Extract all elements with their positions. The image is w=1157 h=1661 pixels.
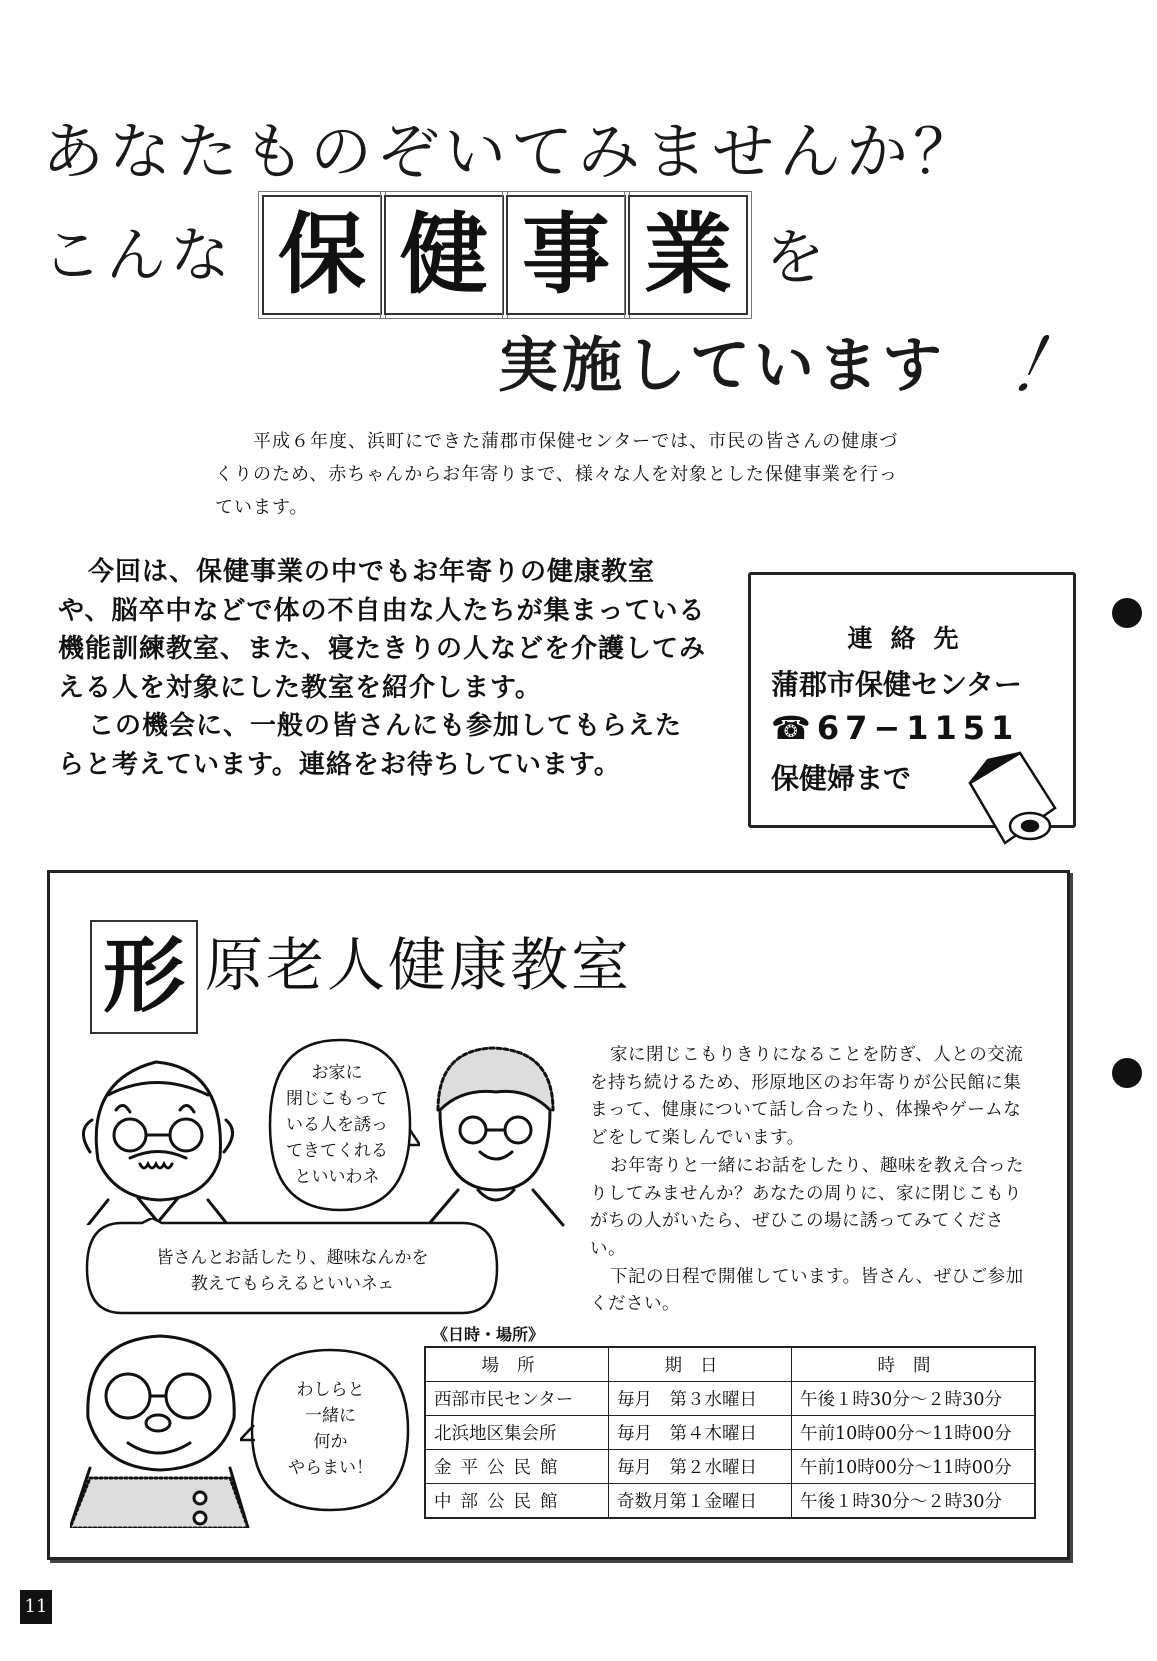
bubble-line: 一緒に [305, 1406, 356, 1426]
contact-name: 蒲郡市保健センター [771, 668, 1022, 701]
section-paragraph: 下記の日程で開催しています。皆さん、ぜひご参加ください。 [590, 1266, 1024, 1315]
pencil-icon [960, 748, 1060, 858]
intro-paragraph: 平成６年度、浜町にできた蒲郡市保健センターでは、市民の皆さんの健康づくりのため、赤ちゃんからお年寄りまで、様々な人を対象とした保健事業を行っています。 [215, 431, 899, 518]
contact-recipient: 保健婦まで [771, 762, 912, 795]
bubble-line: お家に [311, 1063, 363, 1083]
speech-bubble-man-text [90, 1245, 495, 1297]
table-cell-place: 中部公民館 [425, 1484, 609, 1519]
elderly-man-illustration [68, 1040, 248, 1225]
contact-phone: ☎67−1151 [771, 709, 1020, 747]
body-paragraph: 今回は、保健事業の中でもお年寄りの健康教室や、脳卒中などで体の不自由な人たちが集まっている機能訓練教室、また、寝たきりの人などを介護してみえる人を対象にした教室を紹介します。 [58, 557, 707, 703]
schedule-table [424, 1346, 1036, 1519]
schedule-caption: 《日時・場所》 [432, 1325, 545, 1344]
headline-boxed-char: 事 [506, 195, 626, 315]
page-number: 11 [20, 1590, 52, 1624]
headline-line1: あなたものぞいてみませんか？ [42, 115, 981, 188]
table-cell-place: 北浜地区集会所 [425, 1416, 609, 1450]
table-cell-time: 午前10時00分～11時00分 [792, 1450, 1036, 1484]
headline-boxed-char: 業 [628, 195, 748, 315]
bubble-line: 何か [313, 1432, 348, 1452]
contact-title: 連絡先 [847, 624, 977, 653]
table-cell-date: 毎月 第３水曜日 [609, 1382, 792, 1416]
table-cell-time: 午前10時00分～11時00分 [792, 1416, 1036, 1450]
bubble-line: 教えてもらえるといいネェ [190, 1274, 395, 1294]
headline-line2-prefix: こんな [42, 221, 234, 291]
bubble-line: いる人を誘っ [286, 1115, 388, 1135]
speech-bubble-woman-text [262, 1060, 412, 1190]
table-row [425, 1382, 1035, 1416]
headline-exclamation: ！ [999, 324, 1090, 408]
bubble-line: てきてくれる [286, 1141, 388, 1161]
bubble-line: 閉じこもって [286, 1089, 388, 1109]
table-row [425, 1484, 1035, 1519]
bubble-line: わしらと [296, 1380, 365, 1400]
binder-hole [1112, 1058, 1142, 1088]
table-header: 期日 [609, 1347, 792, 1382]
bubble-line: やらまい！ [288, 1458, 373, 1478]
bubble-line: といいわネ [294, 1167, 380, 1187]
body-paragraph: この機会に、一般の皆さんにも参加してもらえたらと考えています。連絡をお待ちしています。 [58, 711, 683, 780]
section-body [590, 1042, 1038, 1319]
section-title-boxed-char: 形 [90, 920, 198, 1034]
table-cell-date: 毎月 第４木曜日 [609, 1416, 792, 1450]
table-header-row [425, 1347, 1035, 1382]
section-title: 原老人健康教室 [205, 931, 633, 999]
headline-boxed-char: 健 [384, 195, 504, 315]
speech-bubble-man-bottom-text [258, 1377, 403, 1481]
headline-boxed-char: 保 [262, 195, 382, 315]
table-cell-place: 西部市民センター [425, 1382, 609, 1416]
table-row [425, 1450, 1035, 1484]
table-cell-date: 毎月 第２水曜日 [609, 1450, 792, 1484]
section-paragraph: 家に閉じこもりきりになることを防ぎ、人との交流を持ち続けるため、形原地区のお年寄りが公民館に集まって、健康について話し合ったり、体操やゲームなどをして楽しんでいます。 [590, 1045, 1024, 1149]
table-cell-place: 金平公民館 [425, 1450, 609, 1484]
body-text [58, 553, 708, 784]
section-paragraph: お年寄りと一緒にお話をしたり、趣味を教え合ったりしてみませんか？あなたの周りに、家に閉じこもりがちの人がいたら、ぜひこの場に誘ってみてください。 [590, 1155, 1024, 1259]
headline-line2-suffix: を [765, 223, 825, 293]
elderly-man-glasses-illustration [70, 1318, 250, 1528]
elderly-woman-illustration [418, 1040, 568, 1230]
table-header: 場所 [425, 1347, 609, 1382]
table-cell-time: 午後１時30分～２時30分 [792, 1484, 1036, 1519]
bubble-line: 皆さんとお話したり、趣味なんかを [156, 1248, 429, 1268]
table-cell-time: 午後１時30分～２時30分 [792, 1382, 1036, 1416]
table-cell-date: 奇数月第１金曜日 [609, 1484, 792, 1519]
table-row [425, 1416, 1035, 1450]
binder-hole [1112, 598, 1142, 628]
headline-line3: 実施しています [498, 331, 946, 401]
table-header: 時間 [792, 1347, 1036, 1382]
